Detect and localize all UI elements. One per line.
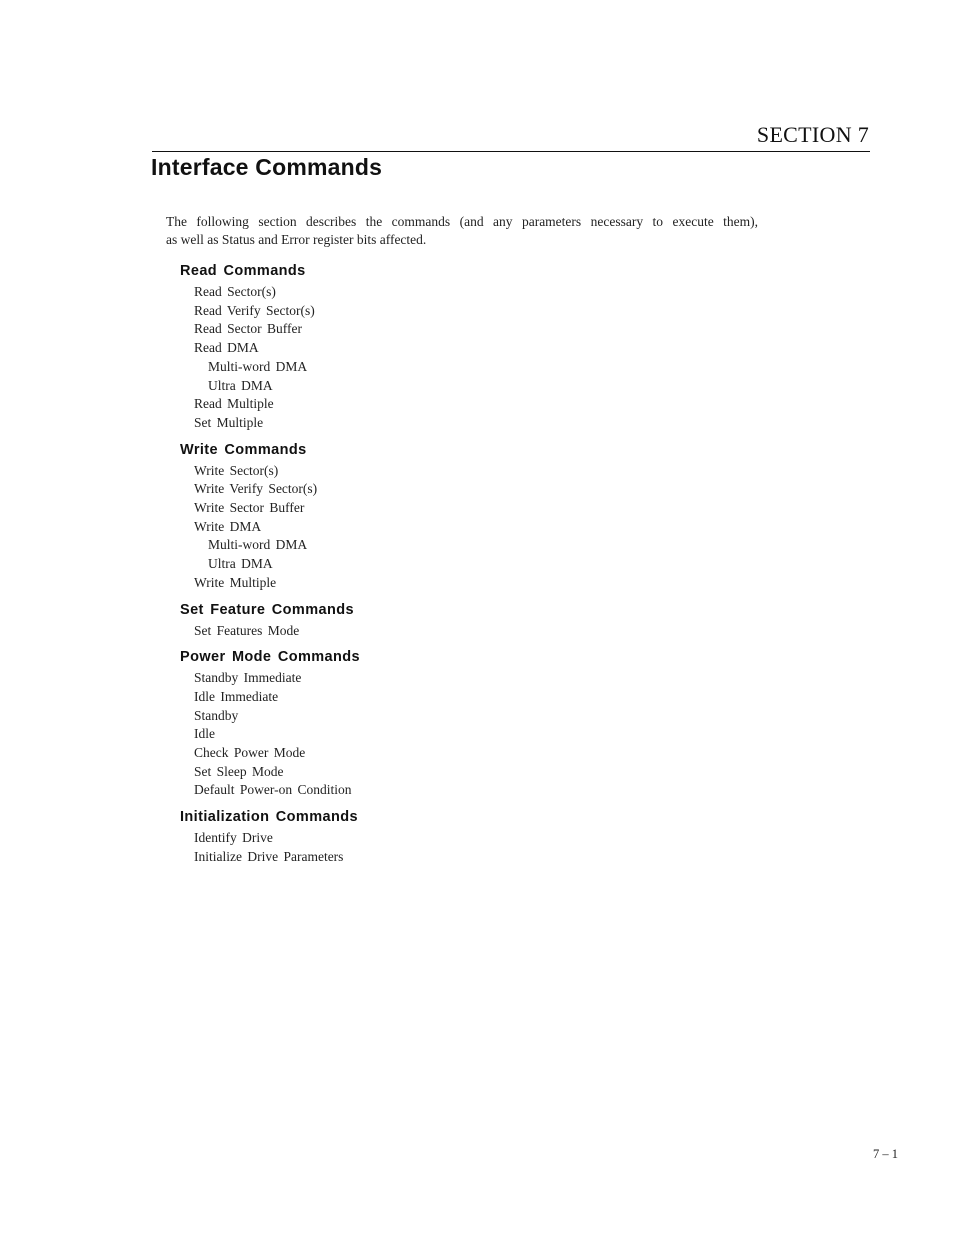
- header-rule: [152, 151, 870, 152]
- list-item: Idle: [194, 726, 215, 742]
- list-item: Multi-word DMA: [208, 537, 308, 553]
- list-item: Write DMA: [194, 518, 262, 534]
- intro-line-1: The following section describes the commands (and any parameters necessary to execute them),: [166, 214, 758, 229]
- list-item: Write Multiple: [194, 574, 277, 590]
- list-item: Check Power Mode: [194, 745, 306, 761]
- command-list: [180, 669, 360, 800]
- list-item: Read DMA: [194, 340, 259, 356]
- list-item: Write Verify Sector(s): [194, 481, 318, 497]
- group-heading: Read Commands: [180, 263, 306, 279]
- page-title: Interface Commands: [151, 154, 383, 180]
- list-item: Set Multiple: [194, 414, 264, 430]
- command-list: [180, 283, 360, 433]
- group-heading: Power Mode Commands: [180, 649, 360, 666]
- command-group: [180, 262, 360, 433]
- list-item: Ultra DMA: [208, 556, 273, 572]
- command-group: [180, 808, 360, 866]
- intro-paragraph: [166, 213, 766, 249]
- list-item: Write Sector Buffer: [194, 500, 305, 516]
- command-list: [180, 622, 360, 641]
- list-item: Read Multiple: [194, 396, 274, 412]
- list-item: Ultra DMA: [208, 377, 273, 393]
- list-item: Identify Drive: [194, 830, 273, 846]
- group-heading: Initialization Commands: [180, 809, 358, 826]
- list-item: Set Features Mode: [194, 622, 300, 638]
- list-item: Read Sector Buffer: [194, 321, 302, 337]
- list-item: Idle Immediate: [194, 688, 279, 704]
- list-item: Read Verify Sector(s): [194, 302, 315, 318]
- list-item: Multi-word DMA: [208, 358, 308, 374]
- command-groups: [180, 262, 360, 875]
- list-item: Default Power-on Condition: [194, 782, 352, 798]
- group-heading: Set Feature Commands: [180, 601, 354, 618]
- page-number: 7 – 1: [873, 1147, 898, 1161]
- command-list: [180, 462, 360, 593]
- list-item: Write Sector(s): [194, 462, 279, 478]
- command-group: [180, 601, 360, 641]
- list-item: Set Sleep Mode: [194, 763, 284, 779]
- list-item: Initialize Drive Parameters: [194, 848, 344, 864]
- list-item: Standby: [194, 707, 239, 723]
- command-group: [180, 648, 360, 800]
- list-item: Read Sector(s): [194, 284, 276, 299]
- group-heading: Write Commands: [180, 441, 307, 458]
- command-list: [180, 829, 360, 866]
- intro-line-2: as well as Status and Error register bits affected.: [166, 232, 427, 247]
- command-group: [180, 441, 360, 593]
- list-item: Standby Immediate: [194, 670, 302, 686]
- section-label: SECTION 7: [756, 122, 869, 147]
